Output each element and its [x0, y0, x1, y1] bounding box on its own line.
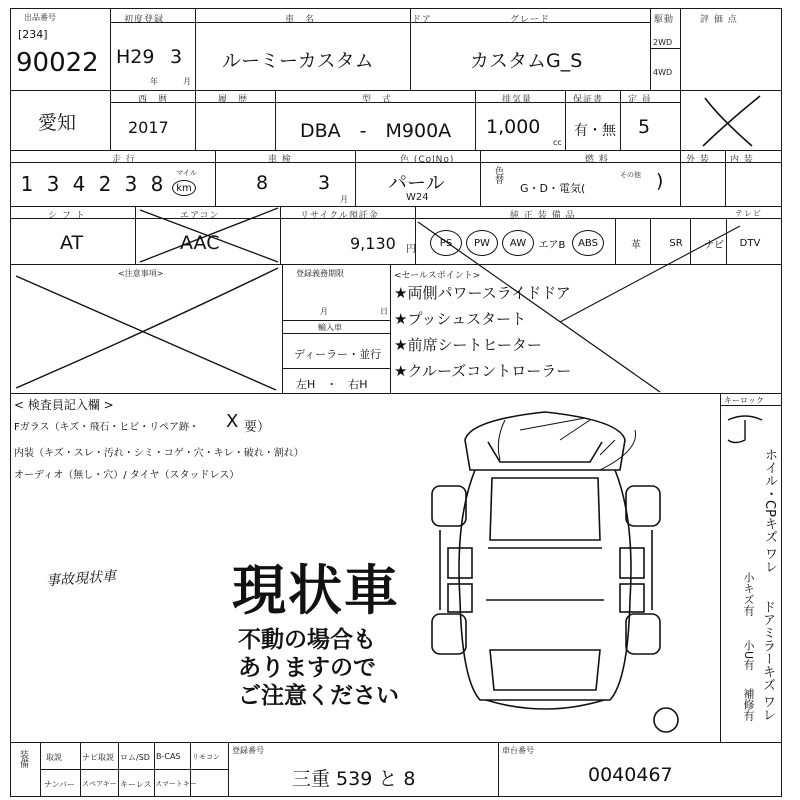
- footer-item: ナンバー: [44, 780, 76, 789]
- car-name: ルーミーカスタム: [222, 50, 374, 72]
- notes-bottom: [10, 393, 782, 394]
- mileage-unit: km: [176, 182, 192, 194]
- cc-label: 排気量: [502, 95, 533, 105]
- r1-div5: [680, 8, 681, 206]
- caution-label: <注意事項>: [118, 269, 164, 278]
- score-label: 評 価 点: [700, 15, 738, 25]
- audio-tire-line: オーディオ（無し・穴）/ タイヤ（スタッドレス）: [14, 470, 240, 481]
- reg-expiry-label: 登録義務期限: [296, 269, 344, 278]
- mileage-digit: 2: [98, 172, 112, 196]
- drive-2wd: 2WD: [653, 38, 673, 47]
- origin: 愛知: [38, 112, 77, 134]
- r3-div2: [355, 150, 356, 206]
- color-code: W24: [406, 192, 429, 203]
- mileage-label: 走 行: [112, 155, 136, 165]
- equipment-item: ナビ: [704, 239, 724, 251]
- inspection-year: 8: [256, 172, 269, 194]
- equipment-item: 革: [631, 239, 641, 251]
- model-year: 2017: [128, 118, 169, 137]
- row1-hdr-line: [110, 22, 650, 23]
- lot-label: 出品番号: [24, 13, 56, 22]
- footer-item: 取説: [46, 753, 62, 762]
- shift: AT: [60, 232, 84, 254]
- reg-expiry-d: 日: [380, 307, 388, 316]
- interior-line: 内装（キズ・スレ・汚れ・シミ・コゲ・穴・キレ・破れ・割れ）: [14, 448, 304, 459]
- r2-div5: [620, 90, 621, 150]
- license-plate: 三重 539 と 8: [292, 768, 416, 790]
- footer-top: [10, 742, 782, 743]
- reg-month: 3: [170, 46, 183, 68]
- equipment-item: ABS: [572, 230, 604, 256]
- exterior-label: 外 装: [686, 155, 710, 165]
- r2-div1: [195, 90, 196, 150]
- inspection-m: 月: [340, 195, 348, 204]
- car-diagram: [432, 412, 678, 732]
- fglass-mark: X: [226, 411, 239, 432]
- stamp-line: 不動の場合も: [238, 627, 376, 653]
- mileage-digit: 3: [124, 172, 138, 196]
- caution-x-mark: [16, 268, 278, 390]
- lot-number: 90022: [16, 48, 99, 78]
- drive-split: [650, 48, 680, 49]
- fuel-label: 燃 料: [585, 155, 609, 165]
- car-name-label: 車 名: [285, 15, 316, 25]
- side-note-1: ホイル・CPキズ ワレ: [762, 448, 777, 574]
- row3-bottom: [10, 206, 782, 207]
- r4-div2: [280, 206, 281, 264]
- mileage-digit: 8: [150, 172, 164, 196]
- import-label: 輸入車: [318, 323, 342, 332]
- stamp-lines: [238, 626, 399, 710]
- equipment-item: SR: [669, 237, 683, 249]
- equipment-item: PW: [466, 230, 498, 256]
- km-circle: [172, 180, 196, 196]
- ft-div3: [498, 742, 499, 796]
- sales-point: ★両側パワースライドドア: [394, 284, 571, 302]
- ft-div2: [228, 742, 229, 796]
- tv-label: テレビ: [735, 209, 762, 218]
- r4-div3: [415, 206, 416, 264]
- r3-div3: [480, 150, 481, 206]
- notes-h3: [282, 368, 390, 369]
- side-note-2: 小キズ有: [742, 572, 755, 616]
- fuel-close: ): [656, 170, 664, 192]
- notes-h2: [282, 333, 390, 334]
- r2-div4: [565, 90, 566, 150]
- r1-div2: [195, 8, 196, 90]
- model-code: DBA - M900A: [300, 120, 452, 142]
- door-label: ドア: [412, 15, 432, 25]
- stamp-main: 現状車: [232, 559, 400, 622]
- mileage-digit: 1: [20, 172, 34, 196]
- seats: 5: [638, 116, 651, 138]
- sales-point: ★クルーズコントローラー: [394, 362, 572, 380]
- color: パール: [388, 172, 445, 194]
- inspector-title: < 検査員記入欄 >: [14, 398, 114, 412]
- color-label: 色 (ColNo): [400, 155, 455, 165]
- mileage-digit: 4: [72, 172, 86, 196]
- r2-div3: [475, 90, 476, 150]
- reg-label: 初度登録: [124, 15, 165, 25]
- frame-top: [10, 8, 782, 9]
- score-x-mark: [703, 96, 760, 146]
- footer-item: B-CAS: [156, 752, 181, 761]
- equipment-list: [420, 222, 780, 262]
- equipment-item: PS: [430, 230, 462, 256]
- row4-hdr-line: [10, 218, 782, 219]
- frame-left: [10, 8, 11, 796]
- r1-div1: [110, 8, 111, 150]
- ac-label: エアコン: [180, 211, 220, 221]
- reg-tsuki: 月: [183, 77, 191, 86]
- r3-div4: [725, 150, 726, 206]
- ft-mid: [40, 769, 228, 770]
- seats-label: 定 員: [628, 95, 652, 105]
- footer-item: スマートキー: [155, 780, 197, 788]
- interior-label: 内 装: [730, 155, 754, 165]
- mileage-digits: [14, 172, 170, 196]
- fuel-other: その他: [620, 171, 641, 179]
- fglass-note: 要）: [244, 420, 271, 435]
- frame-label: 車台番号: [502, 746, 534, 755]
- history-label: 履 歴: [218, 95, 249, 105]
- color-change-label: 色替: [493, 166, 503, 184]
- footer-item: ロム/SD: [120, 753, 150, 762]
- key-col: [720, 393, 721, 742]
- footer-item: スペアキー: [82, 780, 117, 788]
- reg-expiry-m: 月: [320, 307, 328, 316]
- frame-number: 0040467: [588, 764, 673, 786]
- grade-label: グレード: [510, 15, 551, 25]
- sales-points: [394, 282, 571, 381]
- notes-div2: [390, 264, 391, 393]
- drive-label: 駆動: [654, 15, 675, 25]
- equipment-item: エアB: [538, 239, 566, 251]
- shift-label: シ フ ト: [48, 211, 86, 221]
- fglass-line: Fガラス（キズ・飛石・ヒビ・リペア跡・: [14, 422, 200, 433]
- handwriting-note: 事故現状車: [45, 568, 117, 590]
- dealer-parallel: ディーラー・並行: [294, 348, 382, 361]
- side-note-5: 補修有: [742, 688, 755, 721]
- car-damage-marks: [498, 418, 635, 470]
- sales-point: ★プッシュスタート: [394, 310, 527, 328]
- r4-div1: [135, 206, 136, 264]
- notes-div1: [282, 264, 283, 393]
- inspection-month: 3: [318, 172, 331, 194]
- side-note-3: ドアミラーキズ ワレ: [760, 600, 775, 722]
- footer-item: ナビ取説: [82, 753, 114, 762]
- plate-label: 登録番号: [232, 746, 264, 755]
- footer-item: キーレス: [120, 780, 152, 789]
- recycle-fee: 9,130: [350, 234, 396, 253]
- r3-div1: [215, 150, 216, 206]
- r2-div2: [275, 90, 276, 150]
- inspection-label: 車 検: [268, 155, 292, 165]
- equipment-label: 純 正 装 備 品: [510, 211, 576, 221]
- reg-nen: 年: [150, 77, 158, 86]
- drive-4wd: 4WD: [653, 68, 673, 77]
- equipment-item: AW: [502, 230, 534, 256]
- air-conditioning: AAC: [180, 232, 220, 254]
- side-note-4: 小U有: [742, 640, 755, 671]
- warranty-label: 保証書: [573, 95, 604, 105]
- sales-point: ★前席シートヒーター: [394, 336, 542, 354]
- grade: カスタムG_S: [470, 50, 583, 72]
- model-label: 型 式: [362, 95, 393, 105]
- warranty: 有・無: [574, 123, 616, 139]
- sales-label: <セールスポイント>: [394, 271, 481, 281]
- reg-era: H29: [116, 46, 155, 68]
- footer-item: リモコン: [192, 753, 220, 761]
- stamp-line: ご注意ください: [238, 683, 399, 709]
- year-label: 西 暦: [138, 95, 169, 105]
- frame-bottom: [10, 796, 782, 797]
- check-label: 装備: [18, 750, 28, 768]
- recycle-unit: 円: [406, 244, 416, 255]
- row4-bottom: [10, 264, 782, 265]
- lot-sub: [234]: [18, 28, 48, 41]
- equipment-item: DTV: [739, 237, 761, 249]
- stamp-line: ありますので: [238, 655, 376, 681]
- key-lock-mark: [728, 416, 762, 443]
- mileage-digit: 3: [46, 172, 60, 196]
- steering-side: 左H ・ 右H: [296, 378, 368, 391]
- row1-bottom: [10, 90, 782, 91]
- mileage-unit-top: マイル: [176, 169, 197, 177]
- displacement: 1,000: [486, 116, 541, 138]
- frame-right: [781, 8, 782, 796]
- key-lock-label: キーロック: [724, 396, 764, 405]
- fuel: G・D・電気(: [520, 182, 586, 195]
- recycle-label: リサイクル預託金: [300, 211, 379, 221]
- cc-unit: cc: [553, 138, 562, 147]
